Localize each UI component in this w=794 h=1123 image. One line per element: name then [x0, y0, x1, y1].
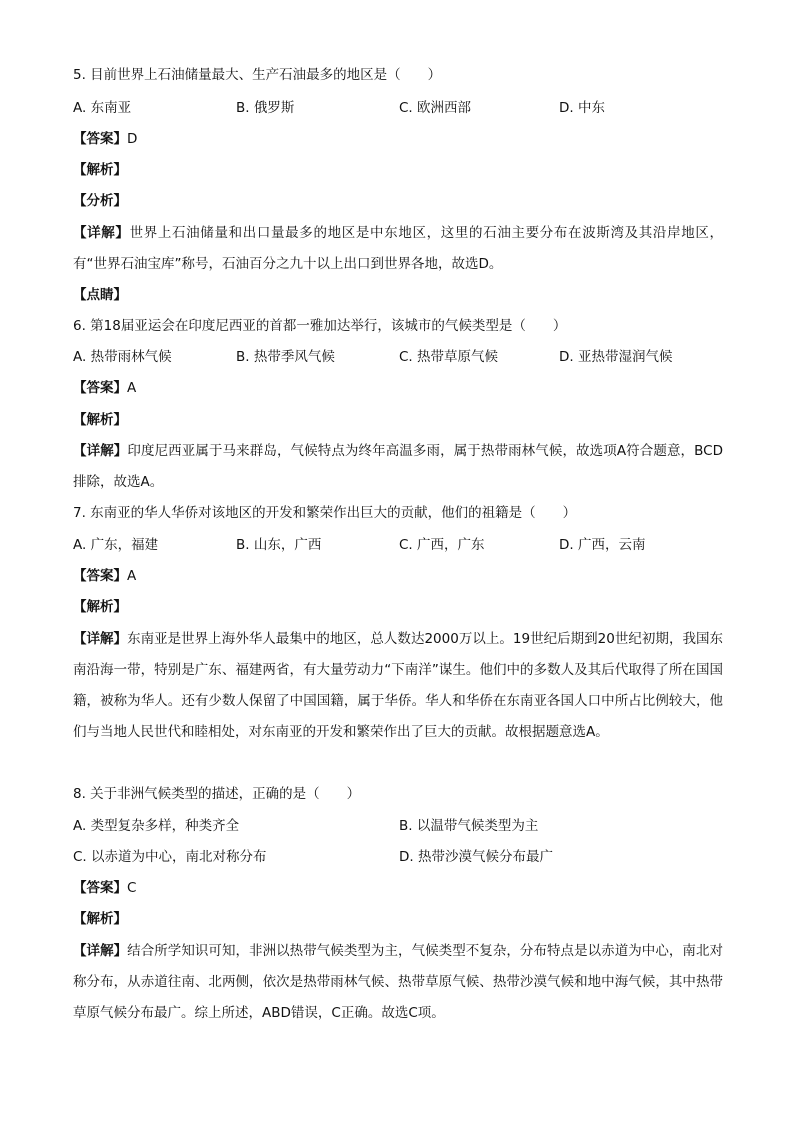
q8-answer [73, 879, 136, 897]
q6-analysis-label: 【解析】 [73, 412, 127, 428]
q7-option-a: A. 广东，福建 [73, 537, 159, 553]
q8-detail [73, 936, 723, 1029]
q7-analysis-label: 【解析】 [73, 599, 127, 615]
answer-label: 【答案】 [73, 880, 127, 896]
q5-option-c: C. 欧洲西部 [399, 100, 472, 116]
detail-label: 【详解】 [73, 443, 128, 459]
answer-value: A [127, 380, 137, 396]
q7-question: 7. 东南亚的华人华侨对该地区的开发和繁荣作出巨大的贡献，他们的祖籍是（ ） [73, 505, 577, 521]
q8-analysis-label: 【解析】 [73, 911, 127, 927]
q8-option-c: C. 以赤道为中心，南北对称分布 [73, 849, 267, 865]
answer-label: 【答案】 [73, 380, 127, 396]
q7-detail [73, 624, 723, 748]
q8-option-b: B. 以温带气候类型为主 [399, 818, 539, 834]
q5-option-a: A. 东南亚 [73, 100, 132, 116]
q5-option-b: B. 俄罗斯 [236, 100, 295, 116]
q8-options-row1 [73, 817, 733, 835]
detail-text: 印度尼西亚属于马来群岛，气候特点为终年高温多雨，属于热带雨林气候，故选项A符合题意，BCD排除，故选A。 [73, 443, 723, 490]
q8-option-a: A. 类型复杂多样，种类齐全 [73, 818, 240, 834]
answer-value: D [127, 131, 138, 147]
q7-options [73, 536, 733, 554]
q6-option-b: B. 热带季风气候 [236, 349, 335, 365]
detail-text: 结合所学知识可知，非洲以热带气候类型为主，气候类型不复杂，分布特点是以赤道为中心，南北对称分布，从赤道往南、北两侧，依次是热带雨林气候、热带草原气候、热带沙漠气候和地中海气候，其中热带草原气候分布最广。综上所述，ABD错误，C正确。故选C项。 [73, 943, 724, 1021]
q6-option-c: C. 热带草原气候 [399, 349, 499, 365]
answer-value: A [127, 568, 137, 584]
q5-answer [73, 130, 137, 148]
q7-option-b: B. 山东，广西 [236, 537, 322, 553]
q7-answer [73, 567, 136, 585]
q5-analysis-label: 【解析】 [73, 162, 127, 178]
q5-fenxi-label: 【分析】 [73, 193, 127, 209]
detail-text: 东南亚是世界上海外华人最集中的地区，总人数达2000万以上。19世纪后期到20世纪初期，我国东南沿海一带，特别是广东、福建两省，有大量劳动力“下南洋”谋生。他们中的多数人及其后代取得了所在国国籍，被称为华人。还有少数人保留了中国国籍，属于华侨。华人和华侨在东南亚各国人口中所占比例较大，他们与当地人民世代和睦相处，对东南亚的开发和繁荣作出了巨大的贡献。故根据题意选A。 [73, 631, 724, 740]
detail-text: 世界上石油储量和出口量最多的地区是中东地区，这里的石油主要分布在波斯湾及其沿岸地区，有“世界石油宝库”称号，石油百分之九十以上出口到世界各地，故选D。 [73, 225, 723, 272]
answer-label: 【答案】 [73, 568, 127, 584]
answer-label: 【答案】 [73, 131, 127, 147]
q6-option-a: A. 热带雨林气候 [73, 349, 172, 365]
q5-options [73, 99, 733, 117]
detail-label: 【详解】 [73, 943, 128, 959]
q6-options [73, 348, 733, 366]
q6-question: 6. 第18届亚运会在印度尼西亚的首都一雅加达举行，该城市的气候类型是（ ） [73, 318, 567, 334]
q6-option-d: D. 亚热带湿润气候 [559, 349, 673, 365]
q5-detail [73, 218, 723, 280]
answer-value: C [127, 880, 137, 896]
q6-detail [73, 436, 723, 498]
q5-option-d: D. 中东 [559, 100, 605, 116]
q8-options-row2 [73, 848, 733, 866]
detail-label: 【详解】 [73, 631, 128, 647]
q5-dianjing-label: 【点睛】 [73, 287, 127, 303]
q6-answer [73, 379, 136, 397]
detail-label: 【详解】 [73, 225, 130, 241]
q5-question: 5. 目前世界上石油储量最大、生产石油最多的地区是（ ） [73, 67, 442, 83]
q7-option-d: D. 广西，云南 [559, 537, 646, 553]
q7-option-c: C. 广西，广东 [399, 537, 485, 553]
q8-question: 8. 关于非洲气候类型的描述，正确的是（ ） [73, 786, 361, 802]
q8-option-d: D. 热带沙漠气候分布最广 [399, 849, 553, 865]
